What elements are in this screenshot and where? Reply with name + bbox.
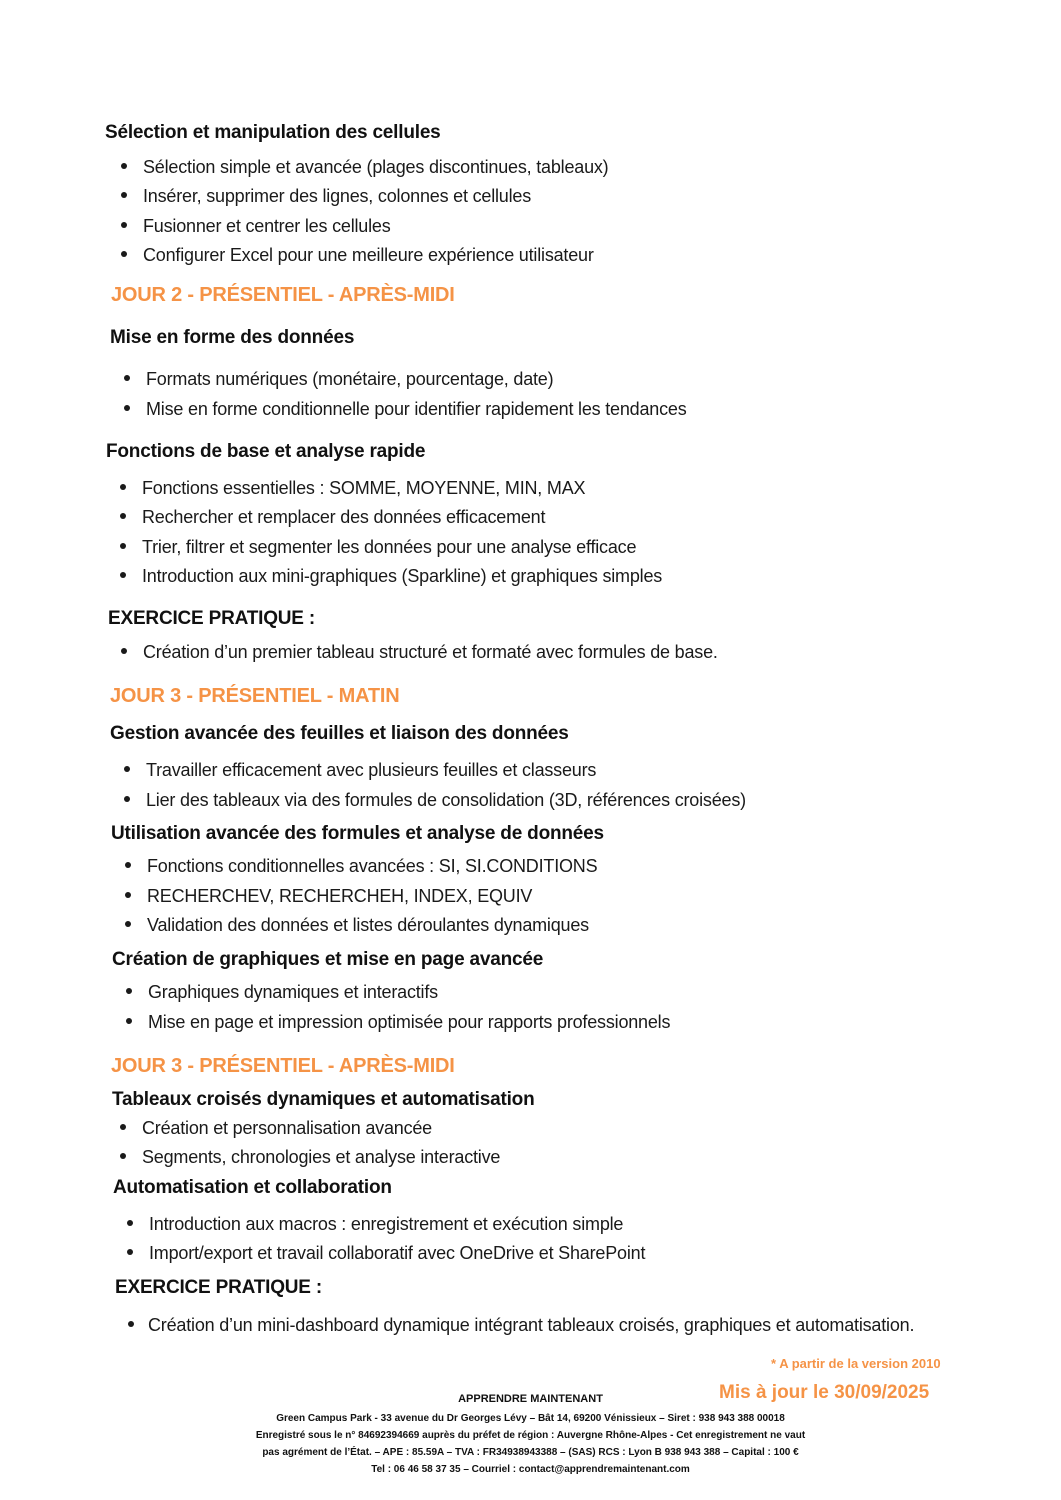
bullet-icon: [124, 375, 130, 381]
bullet-icon: [121, 648, 127, 654]
section-heading: Création de graphiques et mise en page avancée: [112, 949, 544, 970]
list-item: Rechercher et remplacer des données efficacement: [120, 507, 545, 528]
list-item: Introduction aux macros : enregistrement et exécution simple: [127, 1214, 623, 1235]
bullet-icon: [120, 572, 126, 578]
bullet-icon: [126, 1018, 132, 1024]
bullet-icon: [125, 921, 131, 927]
list-item: Création et personnalisation avancée: [120, 1118, 432, 1139]
bullet-icon: [120, 1124, 126, 1130]
bullet-icon: [124, 405, 130, 411]
footer-address: Green Campus Park - 33 avenue du Dr Georges Lévy – Bât 14, 69200 Vénissieux – Siret : 938 943 388 00018: [276, 1413, 785, 1424]
updated-date: Mis à jour le 30/09/2025: [719, 1382, 930, 1403]
footer-registration: Enregistré sous le n° 84692394669 auprès du préfet de région : Auvergne Rhône-Alpes - Cet enregistrement ne vaut: [255, 1430, 806, 1441]
list-item: Fonctions essentielles : SOMME, MOYENNE, MIN, MAX: [120, 478, 585, 499]
section-heading: Fonctions de base et analyse rapide: [106, 441, 426, 462]
list-item: Validation des données et listes déroulantes dynamiques: [125, 915, 589, 936]
list-item: Lier des tableaux via des formules de consolidation (3D, références croisées): [124, 790, 746, 811]
list-item: Import/export et travail collaboratif avec OneDrive et SharePoint: [127, 1243, 645, 1264]
bullet-icon: [121, 163, 127, 169]
bullet-icon: [124, 766, 130, 772]
bullet-icon: [124, 796, 130, 802]
bullet-icon: [125, 862, 131, 868]
bullet-icon: [120, 1153, 126, 1159]
day-heading: JOUR 3 - PRÉSENTIEL - APRÈS-MIDI: [111, 1055, 455, 1077]
list-item: Sélection simple et avancée (plages discontinues, tableaux): [121, 157, 608, 178]
bullet-icon: [128, 1321, 134, 1327]
list-item: Mise en forme conditionnelle pour identifier rapidement les tendances: [124, 399, 687, 420]
bullet-icon: [126, 988, 132, 994]
bullet-icon: [120, 543, 126, 549]
bullet-icon: [120, 484, 126, 490]
section-heading: Mise en forme des données: [110, 327, 355, 348]
list-item: Insérer, supprimer des lignes, colonnes et cellules: [121, 186, 531, 207]
list-item: Graphiques dynamiques et interactifs: [126, 982, 438, 1003]
list-item: Travailler efficacement avec plusieurs feuilles et classeurs: [124, 760, 596, 781]
section-heading: Tableaux croisés dynamiques et automatisation: [112, 1089, 535, 1110]
section-heading: Sélection et manipulation des cellules: [105, 122, 441, 143]
bullet-icon: [127, 1249, 133, 1255]
exercise-heading: EXERCICE PRATIQUE :: [115, 1277, 322, 1298]
bullet-icon: [121, 251, 127, 257]
bullet-icon: [120, 513, 126, 519]
list-item: Création d’un premier tableau structuré et formaté avec formules de base.: [121, 642, 718, 663]
section-heading: Utilisation avancée des formules et analyse de données: [111, 823, 604, 844]
list-item: Trier, filtrer et segmenter les données pour une analyse efficace: [120, 537, 636, 558]
day-heading: JOUR 3 - PRÉSENTIEL - MATIN: [110, 685, 400, 707]
list-item: Mise en page et impression optimisée pour rapports professionnels: [126, 1012, 670, 1033]
bullet-icon: [121, 222, 127, 228]
footer-legal: pas agrément de l’État. – APE : 85.59A – TVA : FR34938943388 – (SAS) RCS : Lyon B 938 943 388 – Capital : 100 €: [262, 1447, 799, 1458]
list-item: Fonctions conditionnelles avancées : SI, SI.CONDITIONS: [125, 856, 597, 877]
list-item: Segments, chronologies et analyse interactive: [120, 1147, 500, 1168]
bullet-icon: [121, 192, 127, 198]
list-item: Introduction aux mini-graphiques (Sparkline) et graphiques simples: [120, 566, 662, 587]
list-item: Formats numériques (monétaire, pourcentage, date): [124, 369, 553, 390]
footer-company: APPRENDRE MAINTENANT: [458, 1393, 603, 1405]
list-item: RECHERCHEV, RECHERCHEH, INDEX, EQUIV: [125, 886, 532, 907]
footer-contact: Tel : 06 46 58 37 35 – Courriel : contact@apprendremaintenant.com: [371, 1464, 690, 1475]
bullet-icon: [125, 892, 131, 898]
bullet-icon: [127, 1220, 133, 1226]
list-item: Configurer Excel pour une meilleure expérience utilisateur: [121, 245, 594, 266]
version-note: * A partir de la version 2010: [771, 1356, 941, 1371]
list-item: Création d’un mini-dashboard dynamique intégrant tableaux croisés, graphiques et automatisation.: [128, 1311, 940, 1340]
section-heading: Automatisation et collaboration: [113, 1177, 392, 1198]
exercise-heading: EXERCICE PRATIQUE :: [108, 608, 315, 629]
section-heading: Gestion avancée des feuilles et liaison des données: [110, 723, 569, 744]
day-heading: JOUR 2 - PRÉSENTIEL - APRÈS-MIDI: [111, 284, 455, 306]
list-item: Fusionner et centrer les cellules: [121, 216, 391, 237]
